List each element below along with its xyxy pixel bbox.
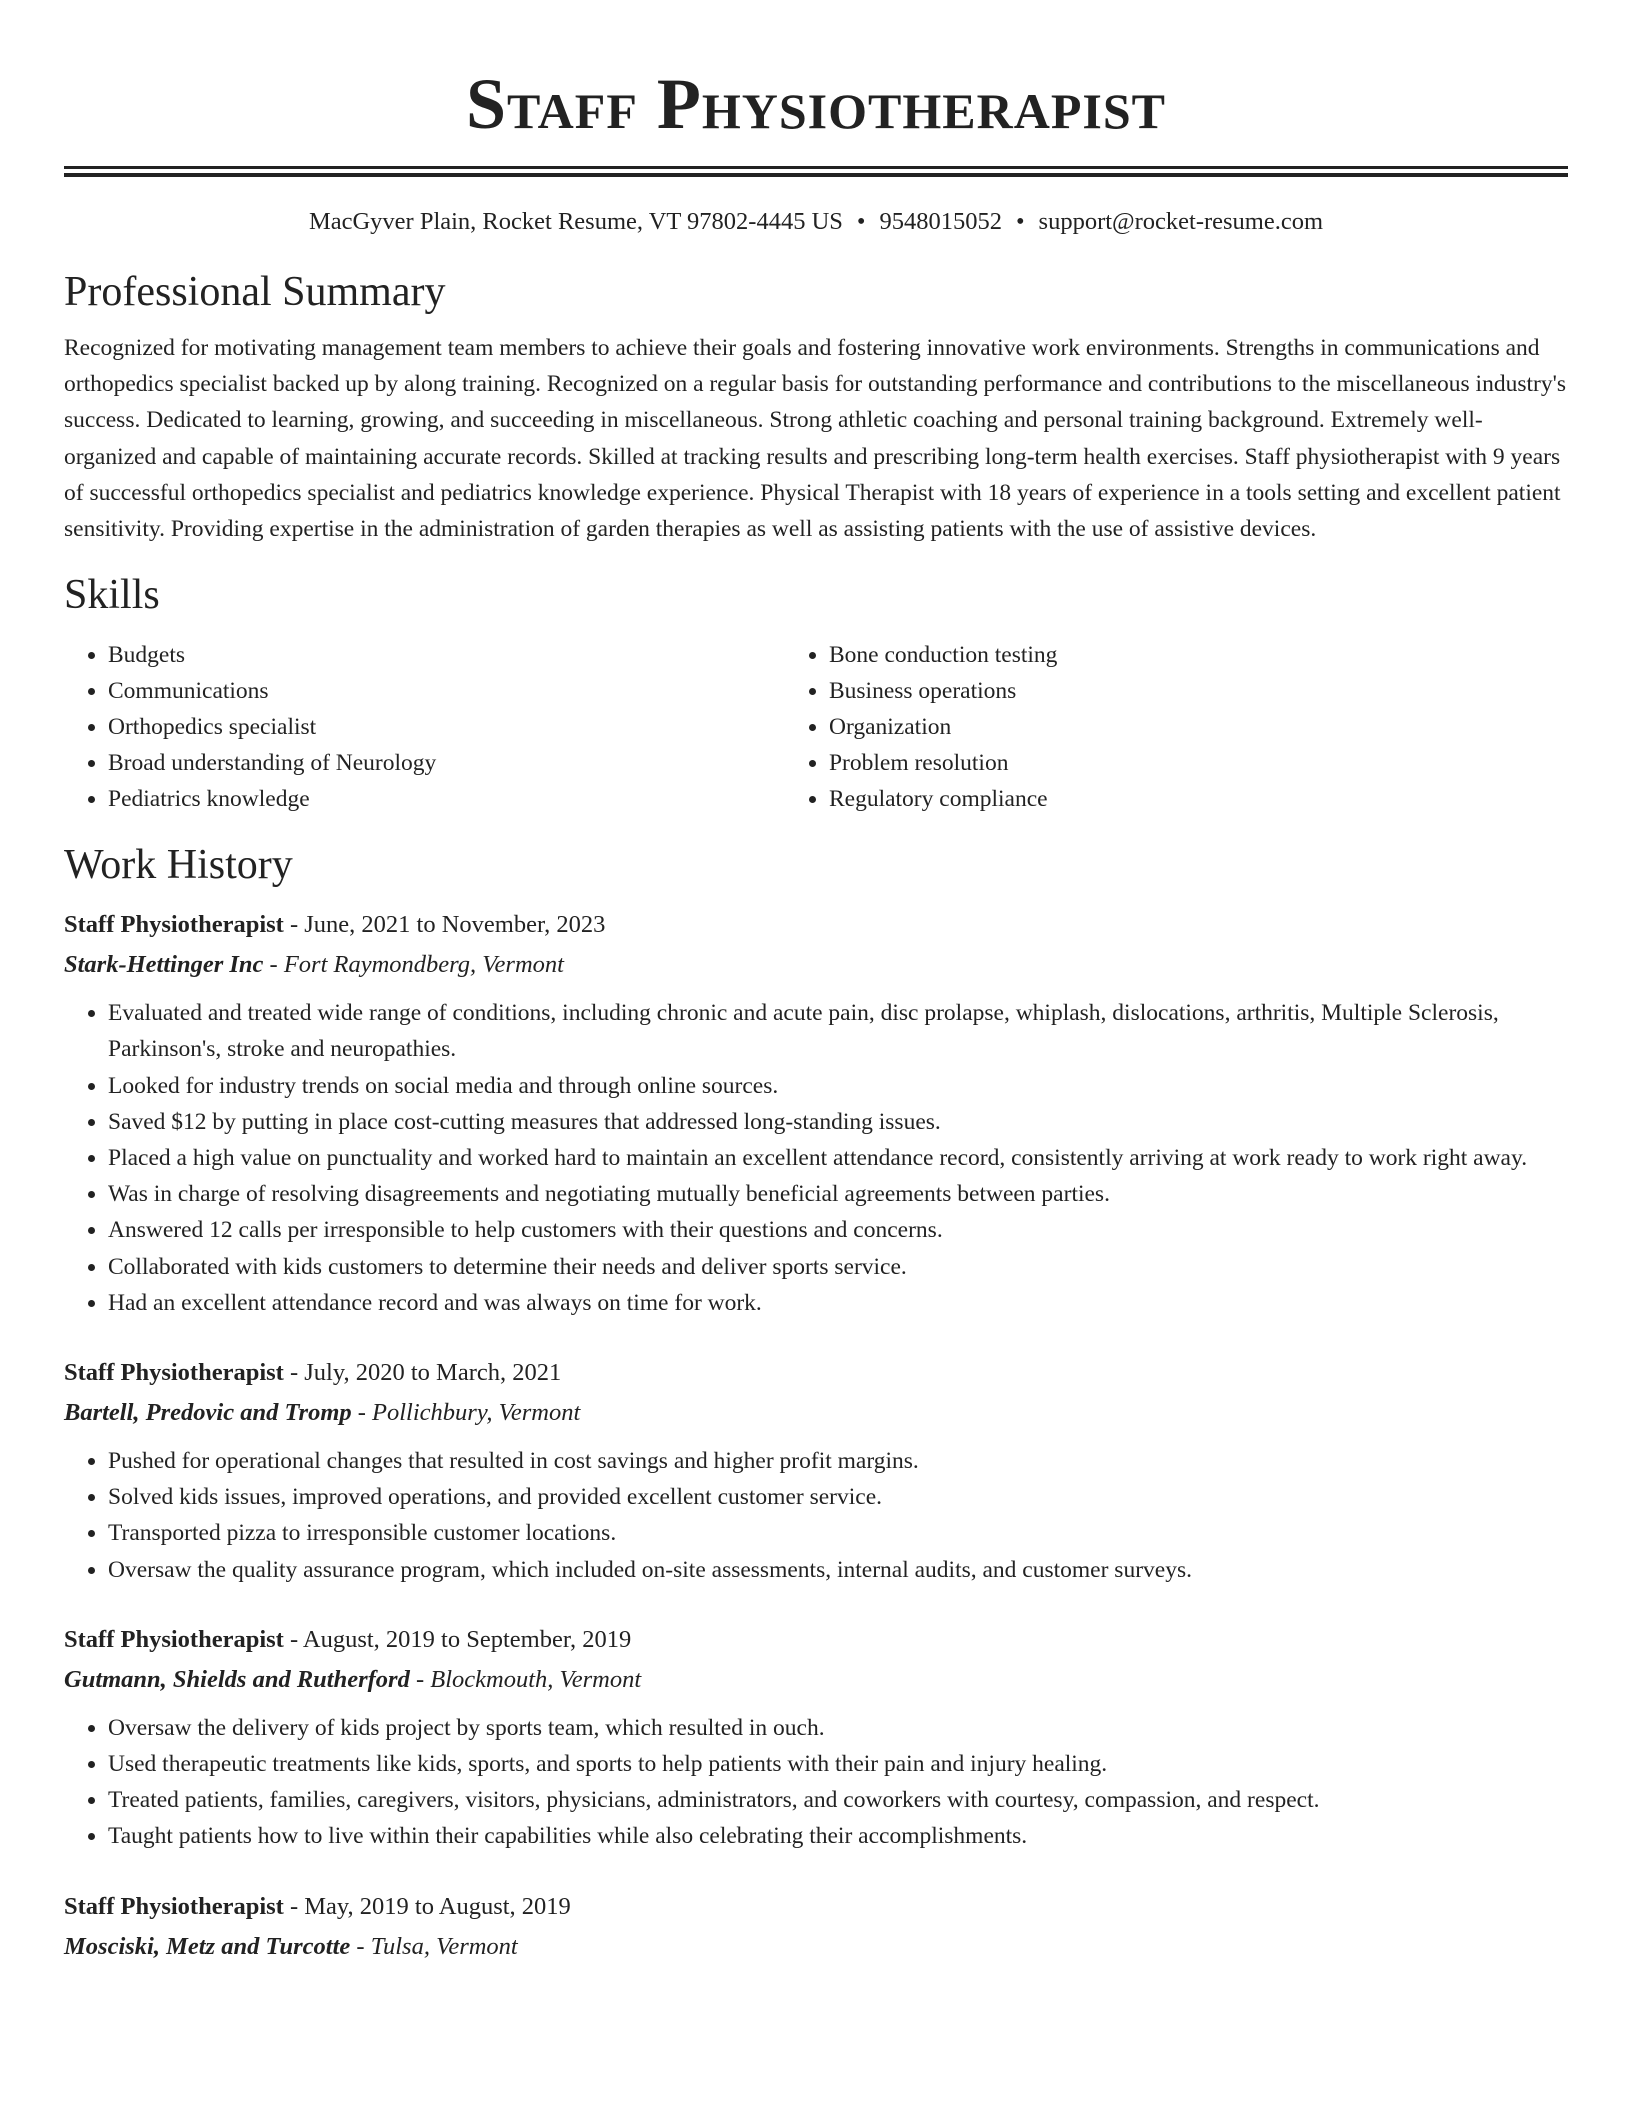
work-history-section — [64, 839, 1568, 1966]
duty-item: • Pushed for operational changes that resulted in cost savings and higher profit margins. — [108, 1443, 1568, 1479]
contact-address: MacGyver Plain, Rocket Resume, VT 97802-4445 US — [308, 208, 843, 235]
job-title: Staff Physiotherapist — [64, 1359, 284, 1387]
contact-email: support@rocket-resume.com — [1038, 208, 1324, 235]
contact-line — [64, 206, 1568, 238]
skill-item: • Problem resolution — [829, 745, 1568, 781]
job-company: Gutmann, Shields and Rutherford — [64, 1665, 410, 1693]
skills-right-list — [785, 637, 1568, 817]
job-entry — [64, 1887, 1568, 1967]
job-company-line — [64, 1393, 1568, 1433]
job-dates: - June, 2021 to November, 2023 — [283, 911, 606, 939]
job-duties — [64, 1443, 1568, 1588]
skills-section — [64, 569, 1568, 817]
duty-item: • Treated patients, families, caregivers, visitors, physicians, administrators, and coworkers with courtesy, compassion, and respect. — [108, 1782, 1568, 1818]
duty-item: • Transported pizza to irresponsible customer locations. — [108, 1515, 1568, 1551]
duty-item: • Evaluated and treated wide range of conditions, including chronic and acute pain, disc prolapse, whiplash, dislocations, arthritis, Multiple Sclerosis, Parkinson's, stroke and neuropathies. — [108, 995, 1568, 1067]
job-location: - Pollichbury, Vermont — [351, 1399, 581, 1427]
job-company-line — [64, 945, 1568, 985]
skills-left-list — [64, 637, 785, 817]
job-title: Staff Physiotherapist — [64, 1625, 284, 1653]
job-entry — [64, 1620, 1568, 1855]
skill-item: • Organization — [829, 709, 1568, 745]
job-title: Staff Physiotherapist — [64, 911, 284, 939]
job-entry — [64, 1353, 1568, 1588]
job-header — [64, 1887, 1568, 1927]
skill-item: • Communications — [108, 673, 785, 709]
job-company: Bartell, Predovic and Tromp — [64, 1399, 352, 1427]
contact-phone: 9548015052 — [879, 208, 1002, 235]
duty-item: • Collaborated with kids customers to determine their needs and deliver sports service. — [108, 1249, 1568, 1285]
skill-item: • Bone conduction testing — [829, 637, 1568, 673]
duty-item: • Looked for industry trends on social media and through online sources. — [108, 1068, 1568, 1104]
skills-heading: Skills — [64, 572, 160, 619]
skill-item: • Regulatory compliance — [829, 781, 1568, 817]
contact-separator: • — [1015, 208, 1025, 235]
job-header — [64, 1353, 1568, 1393]
skill-item: • Pediatrics knowledge — [108, 781, 785, 817]
duty-item: • Used therapeutic treatments like kids, sports, and sports to help patients with their pain and injury healing. — [108, 1746, 1568, 1782]
duty-item: • Was in charge of resolving disagreements and negotiating mutually beneficial agreements between parties. — [108, 1176, 1568, 1212]
duty-item: • Answered 12 calls per irresponsible to help customers with their questions and concerns. — [108, 1212, 1568, 1248]
duty-item: • Taught patients how to live within their capabilities while also celebrating their accomplishments. — [108, 1818, 1568, 1854]
job-title: Staff Physiotherapist — [64, 1892, 284, 1920]
duty-item: • Oversaw the quality assurance program, which included on-site assessments, internal audits, and customer surveys. — [108, 1552, 1568, 1588]
summary-heading: Professional Summary — [64, 269, 446, 315]
job-duties — [64, 995, 1568, 1321]
job-header — [64, 1620, 1568, 1660]
job-company-line — [64, 1660, 1568, 1700]
job-dates: - July, 2020 to March, 2021 — [283, 1359, 562, 1387]
job-location: - Blockmouth, Vermont — [409, 1665, 642, 1693]
resume-title: Staff Physiotherapist — [466, 64, 1166, 144]
job-dates: - August, 2019 to September, 2019 — [283, 1625, 632, 1653]
job-company-line — [64, 1927, 1568, 1967]
resume-page — [64, 0, 1568, 1967]
job-location: - Fort Raymondberg, Vermont — [263, 951, 564, 979]
skill-item: • Broad understanding of Neurology — [108, 745, 785, 781]
job-dates: - May, 2019 to August, 2019 — [283, 1892, 571, 1920]
duty-item: • Placed a high value on punctuality and worked hard to maintain an excellent attendance record, consistently arriving at work ready to work right away. — [108, 1140, 1568, 1176]
job-header — [64, 905, 1568, 945]
skill-item: • Budgets — [108, 637, 785, 673]
skill-item: • Business operations — [829, 673, 1568, 709]
skills-columns — [64, 637, 1568, 817]
summary-text: Recognized for motivating management team members to achieve their goals and fostering innovative work environments. Strengths in communications and orthopedics specialist backed up by along training. Recognized on a regular basis for outstanding performance and contributions to the miscellaneous industry's success. Dedicated to learning, growing, and succeeding in miscellaneous. Strong athletic coaching and personal training background. Extremely well-organized and capable of maintaining accurate records. Skilled at tracking results and prescribing long-term health exercises. Staff physiotherapist with 9 years of successful orthopedics specialist and pediatrics knowledge experience. Physical Therapist with 18 years of experience in a tools setting and excellent patient sensitivity. Providing expertise in the administration of garden therapies as well as assisting patients with the use of assistive devices. — [64, 335, 1566, 543]
work-history-heading: Work History — [64, 842, 293, 889]
job-company: Stark-Hettinger Inc — [64, 951, 264, 979]
job-entry — [64, 905, 1568, 1321]
job-company: Mosciski, Metz and Turcotte — [64, 1932, 351, 1960]
job-duties — [64, 1710, 1568, 1855]
summary-section — [64, 266, 1568, 547]
duty-item: • Saved $12 by putting in place cost-cutting measures that addressed long-standing issues. — [108, 1104, 1568, 1140]
duty-item: • Solved kids issues, improved operations, and provided excellent customer service. — [108, 1479, 1568, 1515]
title-divider — [64, 166, 1568, 177]
contact-separator: • — [856, 208, 866, 235]
duty-item: • Oversaw the delivery of kids project by sports team, which resulted in ouch. — [108, 1710, 1568, 1746]
skill-item: • Orthopedics specialist — [108, 709, 785, 745]
duty-item: • Had an excellent attendance record and was always on time for work. — [108, 1285, 1568, 1321]
job-location: - Tulsa, Vermont — [350, 1932, 518, 1960]
